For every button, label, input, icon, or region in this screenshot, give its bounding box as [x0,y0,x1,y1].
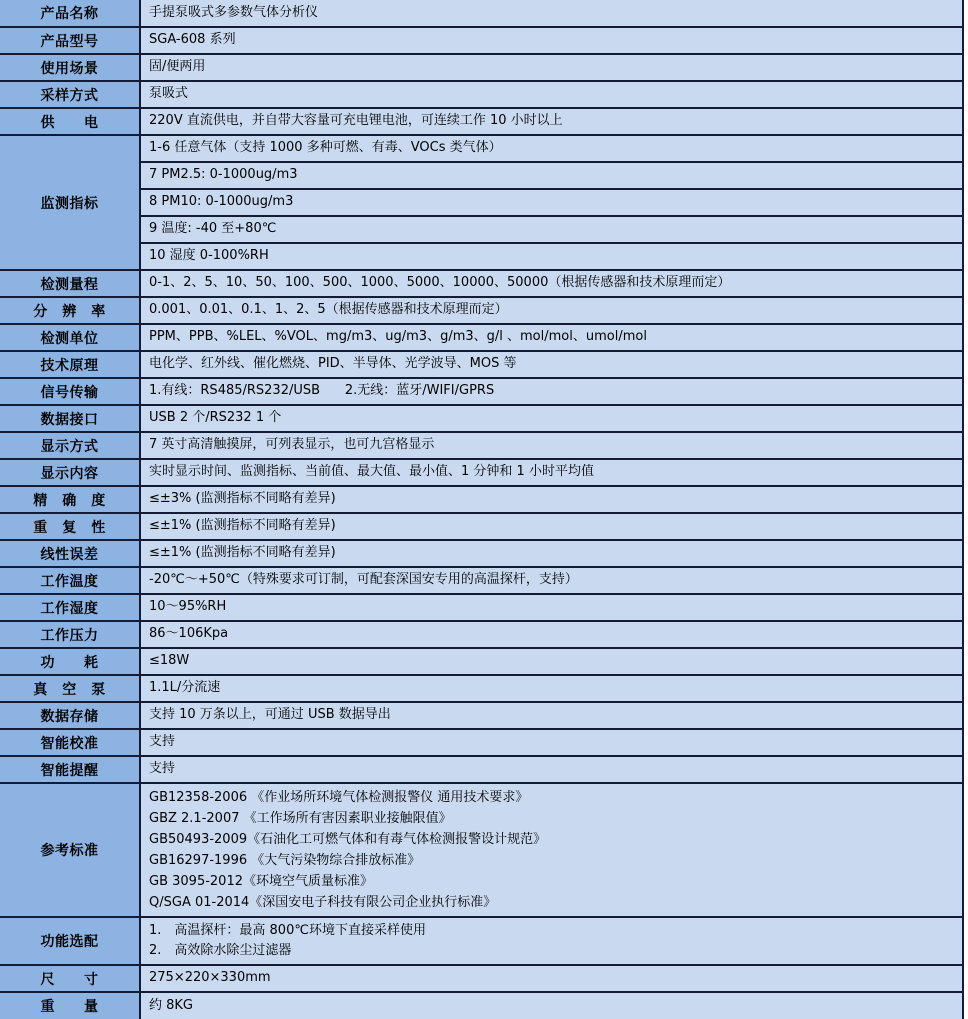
spec-row-value: 10 湿度 0-100%RH [140,243,963,270]
spec-value-line: GBZ 2.1-2007 《工作场所有害因素职业接触限值》 [149,811,452,826]
table-row [0,486,963,513]
spec-row-value: 0.001、0.01、0.1、1、2、5（根据传感器和技术原理而定） [140,297,963,324]
spec-row-value: 1.1L/分流速 [140,675,963,702]
spec-value-line: 2. 高效除水除尘过滤器 [149,943,292,958]
spec-row-label: 线性误差 [0,540,140,567]
spec-row-value: 275×220×330mm [140,965,963,992]
spec-row-label: 信号传输 [0,378,140,405]
spec-row-value: 10～95%RH [140,594,963,621]
table-row [0,108,963,135]
spec-row-label: 分 辨 率 [0,297,140,324]
spec-row-value: USB 2 个/RS232 1 个 [140,405,963,432]
spec-value-line: GB16297-1996 《大气污染物综合排放标准》 [149,853,421,868]
spec-row-label: 检测量程 [0,270,140,297]
spec-row-value: 手提泵吸式多参数气体分析仪 [140,0,963,27]
spec-row-value: 泵吸式 [140,81,963,108]
spec-row-label: 数据存储 [0,702,140,729]
table-row [0,756,963,783]
spec-row-label: 参考标准 [0,783,140,917]
spec-row-label: 功能选配 [0,917,140,965]
table-row [0,917,963,965]
spec-row-label: 监测指标 [0,135,140,270]
spec-row-value: 86～106Kpa [140,621,963,648]
spec-row-value: 支持 10 万条以上，可通过 USB 数据导出 [140,702,963,729]
spec-row-label: 技术原理 [0,351,140,378]
spec-row-value: ≤±3% (监测指标不同略有差异) [140,486,963,513]
table-row [0,216,963,243]
spec-row-value: 电化学、红外线、催化燃烧、PID、半导体、光学波导、MOS 等 [140,351,963,378]
spec-row-value: 8 PM10: 0-1000ug/m3 [140,189,963,216]
spec-row-label: 显示方式 [0,432,140,459]
table-row [0,243,963,270]
table-row [0,270,963,297]
spec-row-label: 使用场景 [0,54,140,81]
spec-value-line: Q/SGA 01-2014《深国安电子科技有限公司企业执行标准》 [149,895,497,910]
spec-row-value [140,917,963,965]
spec-row-label: 采样方式 [0,81,140,108]
spec-row-label: 尺 寸 [0,965,140,992]
table-row [0,992,963,1019]
spec-row-label: 真 空 泵 [0,675,140,702]
table-row [0,540,963,567]
spec-row-label: 检测单位 [0,324,140,351]
table-row [0,135,963,162]
table-row [0,405,963,432]
table-row [0,513,963,540]
table-row [0,162,963,189]
table-row [0,702,963,729]
table-row [0,27,963,54]
table-row [0,594,963,621]
table-row [0,621,963,648]
table-row [0,648,963,675]
table-row [0,351,963,378]
spec-row-label: 智能校准 [0,729,140,756]
spec-row-value: ≤±1% (监测指标不同略有差异) [140,540,963,567]
spec-row-value: 支持 [140,756,963,783]
spec-row-label: 数据接口 [0,405,140,432]
spec-row-value [140,783,963,917]
spec-row-value: SGA-608 系列 [140,27,963,54]
spec-row-label: 工作温度 [0,567,140,594]
table-row [0,675,963,702]
spec-row-value: 1-6 任意气体（支持 1000 多种可燃、有毒、VOCs 类气体） [140,135,963,162]
spec-value-line: GB 3095-2012《环境空气质量标准》 [149,874,373,889]
spec-row-value: ≤±1% (监测指标不同略有差异) [140,513,963,540]
spec-row-value: 1.有线：RS485/RS232/USB 2.无线：蓝牙/WIFI/GPRS [140,378,963,405]
spec-value-line: GB12358-2006 《作业场所环境气体检测报警仪 通用技术要求》 [149,790,529,805]
spec-row-value: ≤18W [140,648,963,675]
spec-row-value: 0-1、2、5、10、50、100、500、1000、5000、10000、50000（根据传感器和技术原理而定） [140,270,963,297]
spec-value-line: GB50493-2009《石油化工可燃气体和有毒气体检测报警设计规范》 [149,832,547,847]
spec-row-label: 供 电 [0,108,140,135]
table-row [0,297,963,324]
spec-row-label: 重 量 [0,992,140,1019]
table-row [0,567,963,594]
spec-row-value: 9 温度: -40 至+80℃ [140,216,963,243]
spec-row-label: 工作压力 [0,621,140,648]
spec-row-label: 精 确 度 [0,486,140,513]
table-row [0,81,963,108]
spec-row-value: PPM、PPB、%LEL、%VOL、mg/m3、ug/m3、g/m3、g/l 、mol/mol、umol/mol [140,324,963,351]
table-row [0,432,963,459]
table-row [0,0,963,27]
spec-row-label: 智能提醒 [0,756,140,783]
spec-value-line: 1. 高温探杆：最高 800℃环境下直接采样使用 [149,923,426,938]
spec-row-value: 固/便两用 [140,54,963,81]
table-row [0,324,963,351]
spec-row-value: 约 8KG [140,992,963,1019]
table-row [0,54,963,81]
spec-row-label: 产品名称 [0,0,140,27]
spec-row-value: -20℃～+50℃（特殊要求可订制，可配套深国安专用的高温探杆，支持） [140,567,963,594]
table-row [0,378,963,405]
table-row [0,783,963,917]
spec-row-value: 支持 [140,729,963,756]
table-row [0,189,963,216]
spec-row-value: 实时显示时间、监测指标、当前值、最大值、最小值、1 分钟和 1 小时平均值 [140,459,963,486]
spec-row-label: 功 耗 [0,648,140,675]
table-row [0,965,963,992]
spec-row-value: 7 英寸高清触摸屏，可列表显示，也可九宫格显示 [140,432,963,459]
spec-row-value: 7 PM2.5: 0-1000ug/m3 [140,162,963,189]
spec-row-label: 产品型号 [0,27,140,54]
table-row [0,459,963,486]
spec-row-label: 工作湿度 [0,594,140,621]
table-row [0,729,963,756]
spec-row-label: 显示内容 [0,459,140,486]
spec-row-label: 重 复 性 [0,513,140,540]
spec-row-value: 220V 直流供电，并自带大容量可充电锂电池，可连续工作 10 小时以上 [140,108,963,135]
